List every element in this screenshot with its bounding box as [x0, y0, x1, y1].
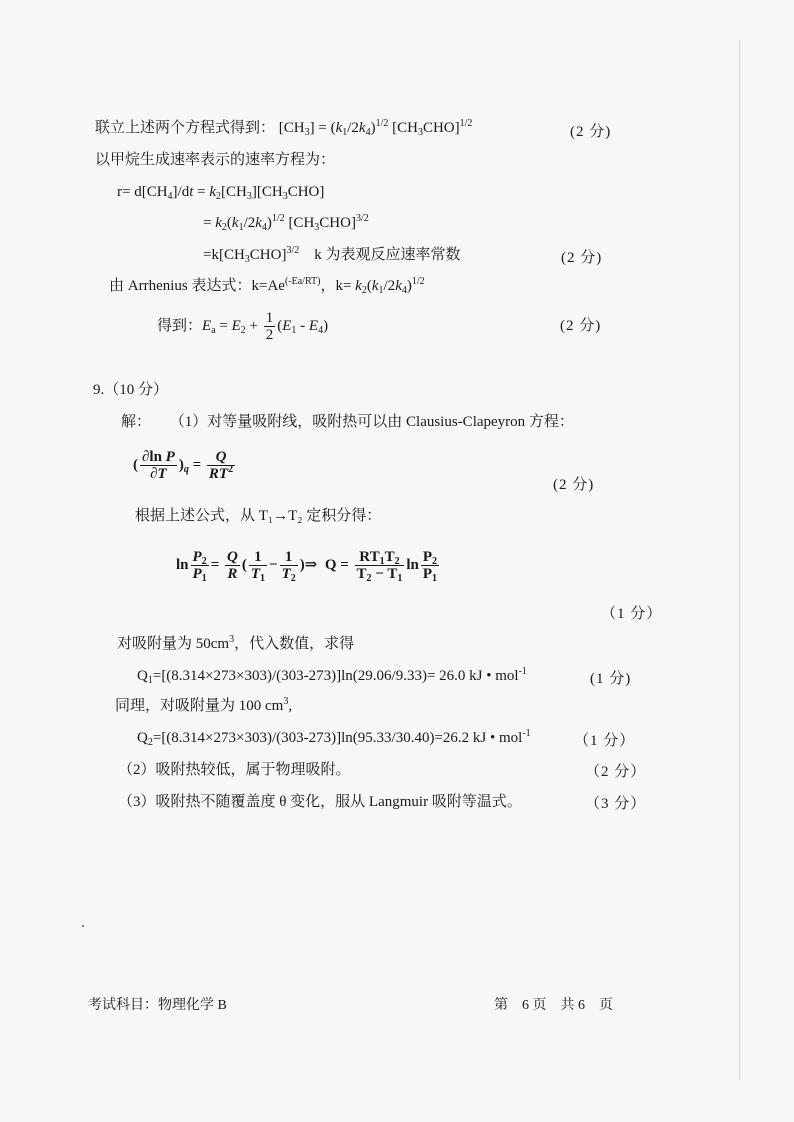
points-part3: （3 分）: [585, 796, 647, 812]
adsorption-50-suffix: ，代入数值，求得: [234, 636, 355, 652]
points-part2: （2 分）: [585, 764, 647, 780]
question-9-heading: 9.（10 分）: [93, 382, 169, 398]
part3-text: （3）吸附热不随覆盖度 θ 变化，服从 Langmuir 吸附等温式。: [118, 794, 522, 810]
q2-calculation: $Q_2=[(8.314\times 273\times 303)/(303-273)]\ln(95.33/30.40)=26.2$ kJ • mol$^{-1}$: [137, 728, 531, 748]
rate-equation-intro: 以甲烷生成速率表示的速率方程为：: [95, 152, 336, 168]
combined-equation-line: [95, 118, 472, 138]
q1-calculation: $Q_1=[(8.314\times 273\times 303)/(303-273)]\ln(29.06/9.33)= 26.0$ kJ • mol$^{-1}$: [137, 666, 527, 686]
adsorption-100-text: 同理，对吸附量为 100 cm: [115, 698, 284, 714]
apparent-rate-constant-note: k 为表观反应速率常数: [314, 247, 461, 263]
activation-energy-result: 得到：$E_a = E_2$ + $\frac{1}{2}$ $(E_1 - E_4)$: [157, 310, 329, 344]
page-edge-shadow: [739, 40, 740, 1080]
clausius-clapeyron-intro: （1）对等量吸附线，吸附热可以由 Clausius-Clapeyron 方程：: [169, 414, 574, 430]
result-label: 得到：: [157, 318, 203, 334]
points-q1: (1 分): [590, 671, 632, 687]
arrhenius-text: 由 Arrhenius 表达式：: [109, 278, 252, 294]
points-result: (2 分): [560, 318, 602, 334]
points-q2: （1 分）: [574, 733, 636, 749]
footer-subject: 考试科目：物理化学 B: [88, 998, 227, 1013]
adsorption-50-line: 对吸附量为 $50cm^3$，代入数值，求得: [117, 634, 355, 652]
footer-page-info: 第 6 页 共 6 页: [494, 998, 613, 1013]
stray-mark: [82, 925, 84, 927]
solution-label: 解：: [121, 414, 152, 430]
rate-equation-line2: = $k_2(k_1/2k_4)^{1/2}$ $[CH_3CHO]^{3/2}$: [203, 213, 369, 233]
half-fraction: $\frac{1}{2}$: [265, 310, 274, 344]
q1-calculation-text: [(8.314×273×303)/(303-273)]ln(29.06/9.33)= 26.0 kJ • mol: [161, 668, 519, 684]
solution-part1-line: [121, 412, 574, 432]
combined-equation-text: 联立上述两个方程式得到：: [95, 120, 276, 136]
ch3-concentration-equation: $[CH_3] = (k_1/2k_4)^{1/2}$ $[CH_3CHO]^{1/2}$: [278, 118, 473, 138]
points-combined: (2 分): [570, 124, 612, 140]
points-rate-equation: (2 分): [561, 250, 603, 266]
q2-calculation-text: [(8.314×273×303)/(303-273)]ln(95.33/30.40)=26.2 kJ • mol: [161, 730, 523, 746]
points-clausius-clapeyron: (2 分): [553, 477, 595, 493]
points-integration: （1 分）: [601, 606, 663, 622]
adsorption-100-line: 同理，对吸附量为 100 $cm^3$,: [115, 696, 293, 714]
rate-equation-line3: $=k[CH_3CHO]^{3/2}$ k 为表观反应速率常数: [203, 245, 461, 265]
part2-text: （2）吸附热较低，属于物理吸附。: [118, 762, 351, 778]
integration-intro: 根据上述公式，从 T₁→T₂ 定积分得：: [135, 508, 382, 524]
integrated-equation: ln $\frac{P_2}{P_1}$ = $\frac{Q}{R}$ ( $\frac{1}{T_1}$ − $\frac{1}{T_2}$ )⇒ Q = $\frac{RT_1T_2}{T_2 - T_1}$ ln $\frac{P_2}{P_1}$: [176, 549, 438, 585]
rate-equation-line1: $r= d[CH_4]/dt = k_2[CH_3][CH_3CHO]$: [117, 184, 325, 202]
adsorption-50-text: 对吸附量为 50cm: [117, 636, 230, 652]
arrhenius-line: 由 Arrhenius 表达式：$k=Ae^{(-Ea/RT)}$，$k= k_2(k_1/2k_4)^{1/2}$: [109, 276, 425, 296]
clausius-clapeyron-equation: ( $\frac{\text{∂ln P}}{\partial T}$ )$_q$ = $\frac{Q}{RT^2}$: [133, 449, 234, 483]
